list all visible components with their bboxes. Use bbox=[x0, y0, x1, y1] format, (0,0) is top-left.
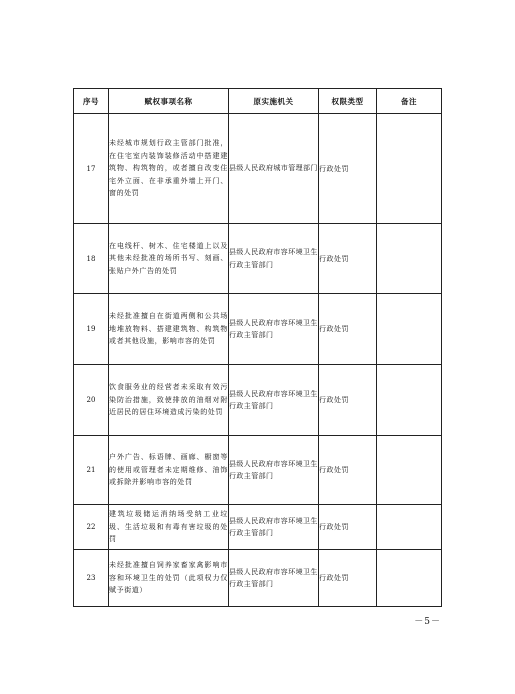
row-original-authority: 县级人民政府市容环境卫生行政主管部门 bbox=[229, 436, 319, 505]
row-item-name: 未经批准擅自在街道两侧和公共场地堆放物料、搭建建筑物、构筑物或者其他设施，影响市容的处罚 bbox=[109, 294, 229, 365]
row-authority-type: 行政处罚 bbox=[319, 550, 377, 607]
header-remarks: 备注 bbox=[377, 89, 442, 114]
row-item-name: 建筑垃圾储运消纳场受纳工业垃圾、生活垃圾和有毒有害垃圾的处罚 bbox=[109, 505, 229, 550]
row-number: 17 bbox=[74, 114, 109, 224]
header-item-name: 赋权事项名称 bbox=[109, 89, 229, 114]
row-item-name: 在电线杆、树木、住宅楼道上以及其他未经批准的场所书写、刻画、张贴户外广告的处罚 bbox=[109, 224, 229, 294]
table-row bbox=[74, 294, 442, 365]
row-remark bbox=[377, 365, 442, 436]
header-original-authority: 原实施机关 bbox=[229, 89, 319, 114]
row-item-name: 未经批准擅自饲养家畜家禽影响市容和环境卫生的处罚（此项权力仅赋予街道） bbox=[109, 550, 229, 607]
row-authority-type: 行政处罚 bbox=[319, 365, 377, 436]
row-original-authority: 县级人民政府城市管理部门 bbox=[229, 114, 319, 224]
row-remark bbox=[377, 114, 442, 224]
table-row bbox=[74, 436, 442, 505]
row-remark bbox=[377, 294, 442, 365]
row-item-name: 户外广告、标语牌、画廊、橱窗等的使用或管理者未定期维修、油饰或拆除并影响市容的处罚 bbox=[109, 436, 229, 505]
row-item-name: 未经城市规划行政主管部门批准，在住宅室内装饰装修活动中搭建建筑物、构筑物的，或者擅自改变住宅外立面、在非承重外墙上开门、窗的处罚 bbox=[109, 114, 229, 224]
row-authority-type: 行政处罚 bbox=[319, 294, 377, 365]
row-number: 20 bbox=[74, 365, 109, 436]
table-row bbox=[74, 365, 442, 436]
table-row bbox=[74, 550, 442, 607]
row-remark bbox=[377, 436, 442, 505]
header-authority-type: 权限类型 bbox=[319, 89, 377, 114]
header-number: 序号 bbox=[74, 89, 109, 114]
row-original-authority: 县级人民政府市容环境卫生行政主管部门 bbox=[229, 294, 319, 365]
row-remark bbox=[377, 224, 442, 294]
row-number: 18 bbox=[74, 224, 109, 294]
row-number: 19 bbox=[74, 294, 109, 365]
row-number: 22 bbox=[74, 505, 109, 550]
row-authority-type: 行政处罚 bbox=[319, 224, 377, 294]
row-authority-type: 行政处罚 bbox=[319, 436, 377, 505]
row-original-authority: 县级人民政府市容环境卫生行政主管部门 bbox=[229, 505, 319, 550]
row-original-authority: 县级人民政府市容环境卫生行政主管部门 bbox=[229, 550, 319, 607]
row-remark bbox=[377, 550, 442, 607]
row-original-authority: 县级人民政府市容环境卫生行政主管部门 bbox=[229, 224, 319, 294]
row-number: 21 bbox=[74, 436, 109, 505]
row-authority-type: 行政处罚 bbox=[319, 114, 377, 224]
row-original-authority: 县级人民政府市容环境卫生行政主管部门 bbox=[229, 365, 319, 436]
table-row bbox=[74, 224, 442, 294]
row-remark bbox=[377, 505, 442, 550]
page-number: －5－ bbox=[414, 617, 441, 627]
row-number: 23 bbox=[74, 550, 109, 607]
table-header-row bbox=[74, 89, 442, 114]
table-row bbox=[74, 505, 442, 550]
row-authority-type: 行政处罚 bbox=[319, 505, 377, 550]
row-item-name: 饮食服务业的经营者未采取有效污染防治措施，致使排放的油烟对附近居民的居住环境造成污染的处罚 bbox=[109, 365, 229, 436]
authority-table bbox=[73, 88, 442, 607]
table-row bbox=[74, 114, 442, 224]
